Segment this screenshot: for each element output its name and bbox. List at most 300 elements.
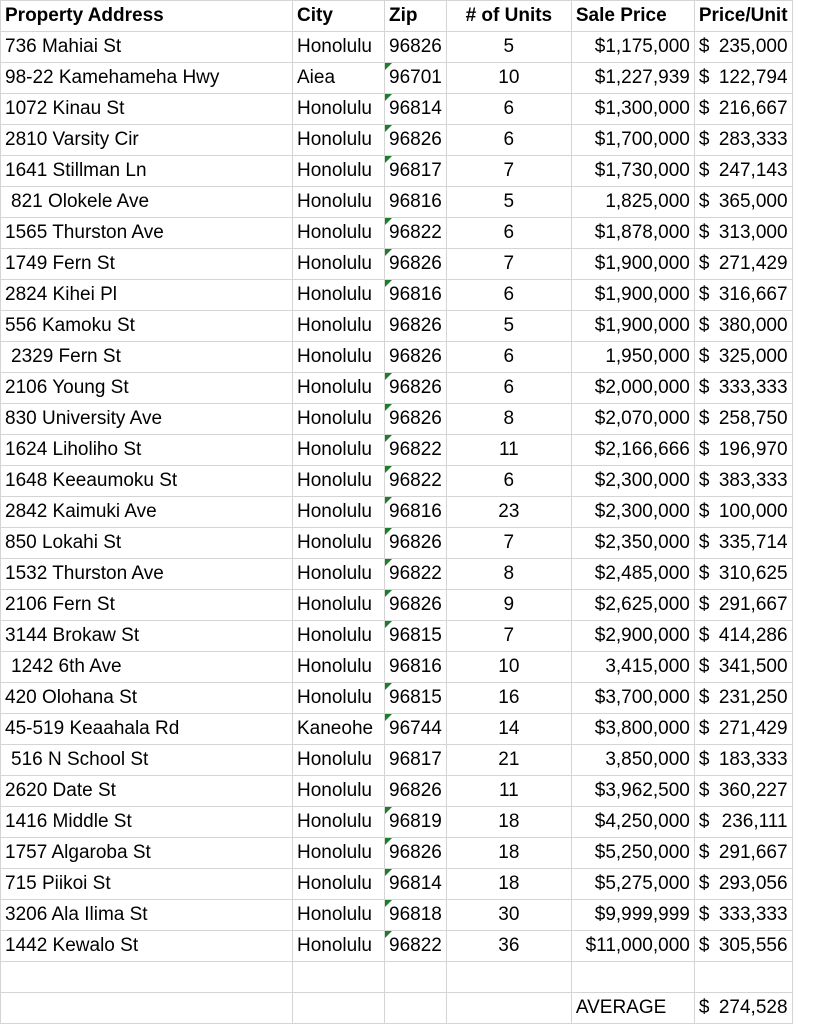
currency-symbol: $ [698, 904, 710, 925]
address-cell[interactable]: 850 Lokahi St [1, 528, 293, 559]
currency-symbol: $ [698, 780, 710, 801]
price-per-unit-value: 291,667 [718, 842, 788, 863]
price-per-unit-cell[interactable] [694, 311, 792, 342]
zip-text: 96819 [389, 811, 442, 832]
price-per-unit-cell[interactable] [694, 218, 792, 249]
header-row [1, 1, 793, 32]
price-per-unit-cell[interactable] [694, 745, 792, 776]
table-cell[interactable] [385, 993, 447, 1024]
zip-cell[interactable] [385, 559, 447, 590]
address-cell[interactable]: 3206 Ala Ilima St [1, 900, 293, 931]
table-row [1, 32, 793, 63]
zip-text: 96816 [389, 284, 442, 305]
zip-text: 96826 [389, 36, 442, 57]
price-per-unit-value: 231,250 [718, 687, 788, 708]
table-row [1, 218, 793, 249]
currency-symbol: $ [698, 470, 710, 491]
city-cell[interactable]: Honolulu [293, 590, 385, 621]
units-cell[interactable]: 18 [446, 869, 571, 900]
address-cell[interactable]: 1072 Kinau St [1, 94, 293, 125]
address-cell[interactable]: 1442 Kewalo St [1, 931, 293, 962]
sale-price-cell[interactable]: $3,800,000 [571, 714, 694, 745]
units-cell[interactable]: 5 [446, 187, 571, 218]
price-per-unit-cell[interactable] [694, 714, 792, 745]
zip-cell[interactable] [385, 187, 447, 218]
address-cell[interactable]: 556 Kamoku St [1, 311, 293, 342]
zip-cell[interactable] [385, 931, 447, 962]
zip-text: 96826 [389, 408, 442, 429]
city-cell[interactable]: Honolulu [293, 745, 385, 776]
table-cell[interactable] [446, 962, 571, 993]
price-per-unit-cell[interactable] [694, 187, 792, 218]
zip-text: 96814 [389, 98, 442, 119]
zip-cell[interactable] [385, 683, 447, 714]
sale-price-cell[interactable]: $3,700,000 [571, 683, 694, 714]
units-cell[interactable]: 5 [446, 311, 571, 342]
units-cell[interactable]: 10 [446, 63, 571, 94]
table-row [1, 63, 793, 94]
zip-cell[interactable] [385, 590, 447, 621]
units-cell[interactable]: 10 [446, 652, 571, 683]
zip-cell[interactable] [385, 621, 447, 652]
sale-price-cell[interactable]: $2,300,000 [571, 466, 694, 497]
price-per-unit-value: 293,056 [718, 873, 788, 894]
sale-price-cell[interactable]: $2,485,000 [571, 559, 694, 590]
city-cell[interactable]: Honolulu [293, 94, 385, 125]
error-indicator-icon [385, 156, 392, 163]
units-cell[interactable]: 5 [446, 32, 571, 63]
zip-cell[interactable] [385, 311, 447, 342]
zip-text: 96826 [389, 594, 442, 615]
price-per-unit-cell[interactable] [694, 621, 792, 652]
price-per-unit-value: 316,667 [718, 284, 788, 305]
price-per-unit-cell[interactable] [694, 466, 792, 497]
price-per-unit-cell[interactable] [694, 280, 792, 311]
table-row [1, 931, 793, 962]
units-cell[interactable]: 18 [446, 807, 571, 838]
price-per-unit-cell[interactable] [694, 652, 792, 683]
units-cell[interactable]: 6 [446, 125, 571, 156]
sale-price-cell[interactable]: $2,900,000 [571, 621, 694, 652]
address-cell[interactable]: 2329 Fern St [1, 342, 293, 373]
city-cell[interactable]: Honolulu [293, 249, 385, 280]
city-cell[interactable]: Honolulu [293, 838, 385, 869]
price-per-unit-cell[interactable] [694, 838, 792, 869]
sale-price-cell[interactable]: $5,275,000 [571, 869, 694, 900]
header-price-per-unit[interactable]: Price/Unit [694, 1, 792, 32]
city-cell[interactable]: Kaneohe [293, 714, 385, 745]
price-per-unit-value: 196,970 [718, 439, 788, 460]
zip-text: 96815 [389, 687, 442, 708]
table-cell[interactable] [385, 962, 447, 993]
sale-price-cell[interactable]: $1,900,000 [571, 249, 694, 280]
units-cell[interactable]: 11 [446, 435, 571, 466]
price-per-unit-cell[interactable] [694, 559, 792, 590]
table-row [1, 807, 793, 838]
address-cell[interactable]: 1532 Thurston Ave [1, 559, 293, 590]
units-cell[interactable]: 6 [446, 280, 571, 311]
address-cell[interactable]: 3144 Brokaw St [1, 621, 293, 652]
zip-text: 96822 [389, 563, 442, 584]
price-per-unit-cell[interactable] [694, 125, 792, 156]
sale-price-cell[interactable]: $9,999,999 [571, 900, 694, 931]
currency-symbol: $ [698, 594, 710, 615]
units-cell[interactable]: 7 [446, 528, 571, 559]
units-cell[interactable]: 8 [446, 559, 571, 590]
price-per-unit-value: 258,750 [718, 408, 788, 429]
zip-text: 96701 [389, 67, 442, 88]
currency-symbol: $ [698, 346, 710, 367]
table-row [1, 714, 793, 745]
sale-price-cell[interactable]: $5,250,000 [571, 838, 694, 869]
zip-cell[interactable] [385, 94, 447, 125]
price-per-unit-cell[interactable] [694, 931, 792, 962]
address-cell[interactable]: 1641 Stillman Ln [1, 156, 293, 187]
price-per-unit-value: 380,000 [718, 315, 788, 336]
sale-price-cell[interactable]: $2,300,000 [571, 497, 694, 528]
currency-symbol: $ [698, 656, 710, 677]
price-per-unit-value: 236,111 [721, 811, 788, 832]
price-per-unit-value: 335,714 [718, 532, 788, 553]
table-row [1, 745, 793, 776]
price-per-unit-value: 325,000 [718, 346, 788, 367]
zip-cell[interactable] [385, 373, 447, 404]
address-cell[interactable]: 830 University Ave [1, 404, 293, 435]
address-cell[interactable]: 2824 Kihei Pl [1, 280, 293, 311]
price-per-unit-cell[interactable] [694, 900, 792, 931]
units-cell[interactable]: 9 [446, 590, 571, 621]
address-cell[interactable]: 1757 Algaroba St [1, 838, 293, 869]
city-cell[interactable]: Honolulu [293, 683, 385, 714]
zip-text: 96816 [389, 191, 442, 212]
price-per-unit-value: 235,000 [718, 36, 788, 57]
price-per-unit-cell[interactable] [694, 497, 792, 528]
currency-symbol: $ [698, 625, 710, 646]
zip-cell[interactable] [385, 435, 447, 466]
sale-price-cell[interactable]: $11,000,000 [571, 931, 694, 962]
city-cell[interactable]: Honolulu [293, 776, 385, 807]
currency-symbol: $ [698, 191, 710, 212]
address-cell[interactable]: 1648 Keeaumoku St [1, 466, 293, 497]
error-indicator-icon [385, 497, 392, 504]
city-cell[interactable]: Honolulu [293, 342, 385, 373]
error-indicator-icon [385, 218, 392, 225]
currency-symbol: $ [698, 935, 710, 956]
zip-cell[interactable] [385, 249, 447, 280]
sale-price-cell[interactable]: 1,825,000 [571, 187, 694, 218]
address-cell[interactable]: 2106 Fern St [1, 590, 293, 621]
sale-price-cell[interactable]: $1,900,000 [571, 311, 694, 342]
price-per-unit-cell[interactable] [694, 435, 792, 466]
header-zip[interactable]: Zip [385, 1, 447, 32]
units-cell[interactable]: 6 [446, 94, 571, 125]
sale-price-cell[interactable]: $2,166,666 [571, 435, 694, 466]
address-cell[interactable]: 1416 Middle St [1, 807, 293, 838]
city-cell[interactable]: Honolulu [293, 311, 385, 342]
address-cell[interactable]: 821 Olokele Ave [1, 187, 293, 218]
units-cell[interactable]: 11 [446, 776, 571, 807]
error-indicator-icon [385, 683, 392, 690]
address-cell[interactable]: 516 N School St [1, 745, 293, 776]
zip-cell[interactable] [385, 528, 447, 559]
price-per-unit-value: 365,000 [718, 191, 788, 212]
sale-price-cell[interactable]: $2,350,000 [571, 528, 694, 559]
zip-text: 96815 [389, 625, 442, 646]
sale-price-cell[interactable]: $2,625,000 [571, 590, 694, 621]
table-cell[interactable] [446, 993, 571, 1024]
address-cell[interactable]: 1565 Thurston Ave [1, 218, 293, 249]
units-cell[interactable]: 21 [446, 745, 571, 776]
header-sale-price[interactable]: Sale Price [571, 1, 694, 32]
table-row [1, 435, 793, 466]
table-row [1, 838, 793, 869]
city-cell[interactable]: Honolulu [293, 156, 385, 187]
sale-price-cell[interactable]: 3,415,000 [571, 652, 694, 683]
units-cell[interactable]: 14 [446, 714, 571, 745]
address-cell[interactable]: 1749 Fern St [1, 249, 293, 280]
city-cell[interactable]: Honolulu [293, 497, 385, 528]
address-cell[interactable]: 2810 Varsity Cir [1, 125, 293, 156]
price-per-unit-cell[interactable] [694, 807, 792, 838]
table-cell[interactable] [293, 962, 385, 993]
currency-symbol: $ [698, 253, 710, 274]
address-cell[interactable]: 736 Mahiai St [1, 32, 293, 63]
address-cell[interactable]: 1624 Liholiho St [1, 435, 293, 466]
city-cell[interactable]: Honolulu [293, 435, 385, 466]
address-cell[interactable]: 1242 6th Ave [1, 652, 293, 683]
address-cell[interactable]: 2842 Kaimuki Ave [1, 497, 293, 528]
error-indicator-icon [385, 807, 392, 814]
price-per-unit-value: 247,143 [718, 160, 788, 181]
table-row [1, 528, 793, 559]
address-cell[interactable]: 45-519 Keaahala Rd [1, 714, 293, 745]
table-row [1, 94, 793, 125]
table-cell[interactable] [1, 993, 293, 1024]
zip-cell[interactable] [385, 776, 447, 807]
price-per-unit-cell[interactable] [694, 63, 792, 94]
city-cell[interactable]: Honolulu [293, 528, 385, 559]
average-value-cell[interactable] [694, 993, 792, 1024]
currency-symbol: $ [698, 811, 710, 832]
units-cell[interactable]: 6 [446, 218, 571, 249]
price-per-unit-value: 271,429 [718, 253, 788, 274]
error-indicator-icon [385, 838, 392, 845]
price-per-unit-value: 333,333 [718, 904, 788, 925]
zip-cell[interactable] [385, 125, 447, 156]
currency-symbol: $ [698, 997, 710, 1018]
zip-text: 96816 [389, 501, 442, 522]
city-cell[interactable]: Honolulu [293, 373, 385, 404]
table-row [1, 311, 793, 342]
zip-cell[interactable] [385, 466, 447, 497]
zip-cell[interactable] [385, 218, 447, 249]
price-per-unit-cell[interactable] [694, 590, 792, 621]
table-row [1, 559, 793, 590]
zip-cell[interactable] [385, 714, 447, 745]
zip-text: 96817 [389, 160, 442, 181]
table-cell[interactable] [1, 962, 293, 993]
zip-text: 96826 [389, 842, 442, 863]
units-cell[interactable]: 6 [446, 342, 571, 373]
currency-symbol: $ [698, 501, 710, 522]
error-indicator-icon [385, 900, 392, 907]
units-cell[interactable]: 7 [446, 249, 571, 280]
sale-price-cell[interactable]: 3,850,000 [571, 745, 694, 776]
zip-cell[interactable] [385, 869, 447, 900]
price-per-unit-cell[interactable] [694, 404, 792, 435]
city-cell[interactable]: Honolulu [293, 652, 385, 683]
zip-text: 96817 [389, 749, 442, 770]
zip-text: 96826 [389, 532, 442, 553]
units-cell[interactable]: 6 [446, 373, 571, 404]
city-cell[interactable]: Honolulu [293, 280, 385, 311]
city-cell[interactable]: Honolulu [293, 931, 385, 962]
currency-symbol: $ [698, 160, 710, 181]
zip-cell[interactable] [385, 652, 447, 683]
units-cell[interactable]: 18 [446, 838, 571, 869]
header-property-address[interactable]: Property Address [1, 1, 293, 32]
table-row [1, 652, 793, 683]
price-per-unit-cell[interactable] [694, 776, 792, 807]
average-label[interactable]: AVERAGE [571, 993, 694, 1024]
table-row [1, 280, 793, 311]
sale-price-cell[interactable]: $1,227,939 [571, 63, 694, 94]
units-cell[interactable]: 30 [446, 900, 571, 931]
units-cell[interactable]: 7 [446, 156, 571, 187]
city-cell[interactable]: Honolulu [293, 621, 385, 652]
units-cell[interactable]: 7 [446, 621, 571, 652]
sale-price-cell[interactable]: $1,175,000 [571, 32, 694, 63]
city-cell[interactable]: Honolulu [293, 404, 385, 435]
address-cell[interactable]: 98-22 Kamehameha Hwy [1, 63, 293, 94]
table-body [1, 32, 793, 962]
sale-price-cell[interactable]: $4,250,000 [571, 807, 694, 838]
city-cell[interactable]: Honolulu [293, 187, 385, 218]
price-per-unit-value: 341,500 [718, 656, 788, 677]
sale-price-cell[interactable]: $2,000,000 [571, 373, 694, 404]
units-cell[interactable]: 16 [446, 683, 571, 714]
error-indicator-icon [385, 931, 392, 938]
error-indicator-icon [385, 373, 392, 380]
error-indicator-icon [385, 249, 392, 256]
sale-price-cell[interactable]: $1,900,000 [571, 280, 694, 311]
table-cell[interactable] [694, 962, 792, 993]
average-row [1, 993, 793, 1024]
table-cell[interactable] [571, 962, 694, 993]
price-per-unit-cell[interactable] [694, 342, 792, 373]
sale-price-cell[interactable]: $2,070,000 [571, 404, 694, 435]
sale-price-cell[interactable]: 1,950,000 [571, 342, 694, 373]
table-row [1, 404, 793, 435]
price-per-unit-value: 414,286 [718, 625, 788, 646]
sale-price-cell[interactable]: $1,878,000 [571, 218, 694, 249]
city-cell[interactable]: Honolulu [293, 125, 385, 156]
address-cell[interactable]: 2106 Young St [1, 373, 293, 404]
zip-cell[interactable] [385, 745, 447, 776]
error-indicator-icon [385, 466, 392, 473]
city-cell[interactable]: Honolulu [293, 559, 385, 590]
zip-cell[interactable] [385, 342, 447, 373]
price-per-unit-cell[interactable] [694, 528, 792, 559]
zip-text: 96826 [389, 780, 442, 801]
city-cell[interactable]: Aiea [293, 63, 385, 94]
city-cell[interactable]: Honolulu [293, 32, 385, 63]
currency-symbol: $ [698, 98, 710, 119]
zip-text: 96822 [389, 935, 442, 956]
currency-symbol: $ [698, 67, 710, 88]
table-row [1, 621, 793, 652]
price-per-unit-cell[interactable] [694, 249, 792, 280]
zip-cell[interactable] [385, 404, 447, 435]
error-indicator-icon [385, 94, 392, 101]
table-cell[interactable] [293, 993, 385, 1024]
error-indicator-icon [385, 280, 392, 287]
units-cell[interactable]: 6 [446, 466, 571, 497]
sale-price-cell[interactable]: $3,962,500 [571, 776, 694, 807]
currency-symbol: $ [698, 749, 710, 770]
units-cell[interactable]: 36 [446, 931, 571, 962]
zip-cell[interactable] [385, 280, 447, 311]
currency-symbol: $ [698, 377, 710, 398]
header-city[interactable]: City [293, 1, 385, 32]
currency-symbol: $ [698, 36, 710, 57]
address-cell[interactable]: 420 Olohana St [1, 683, 293, 714]
price-per-unit-cell[interactable] [694, 869, 792, 900]
error-indicator-icon [385, 590, 392, 597]
zip-text: 96826 [389, 346, 442, 367]
zip-text: 96822 [389, 470, 442, 491]
address-cell[interactable]: 2620 Date St [1, 776, 293, 807]
zip-cell[interactable] [385, 900, 447, 931]
units-cell[interactable]: 23 [446, 497, 571, 528]
price-per-unit-cell[interactable] [694, 94, 792, 125]
sale-price-cell[interactable]: $1,700,000 [571, 125, 694, 156]
zip-cell[interactable] [385, 156, 447, 187]
price-per-unit-cell[interactable] [694, 32, 792, 63]
address-cell[interactable]: 715 Piikoi St [1, 869, 293, 900]
table-row [1, 590, 793, 621]
zip-cell[interactable] [385, 63, 447, 94]
zip-cell[interactable] [385, 497, 447, 528]
city-cell[interactable]: Honolulu [293, 218, 385, 249]
sale-price-cell[interactable]: $1,300,000 [571, 94, 694, 125]
zip-text: 96826 [389, 377, 442, 398]
currency-symbol: $ [698, 129, 710, 150]
price-per-unit-value: 216,667 [718, 98, 788, 119]
price-per-unit-value: 310,625 [718, 563, 788, 584]
units-cell[interactable]: 8 [446, 404, 571, 435]
zip-cell[interactable] [385, 838, 447, 869]
sale-price-cell[interactable]: $1,730,000 [571, 156, 694, 187]
city-cell[interactable]: Honolulu [293, 869, 385, 900]
city-cell[interactable]: Honolulu [293, 466, 385, 497]
currency-symbol: $ [698, 718, 710, 739]
price-per-unit-value: 283,333 [718, 129, 788, 150]
zip-cell[interactable] [385, 32, 447, 63]
table-row [1, 125, 793, 156]
price-per-unit-cell[interactable] [694, 373, 792, 404]
city-cell[interactable]: Honolulu [293, 900, 385, 931]
zip-cell[interactable] [385, 807, 447, 838]
table-row [1, 776, 793, 807]
price-per-unit-value: 271,429 [718, 718, 788, 739]
price-per-unit-cell[interactable] [694, 683, 792, 714]
city-cell[interactable]: Honolulu [293, 807, 385, 838]
header-units[interactable]: # of Units [446, 1, 571, 32]
price-per-unit-cell[interactable] [694, 156, 792, 187]
average-value: 274,528 [718, 997, 788, 1018]
zip-text: 96826 [389, 253, 442, 274]
